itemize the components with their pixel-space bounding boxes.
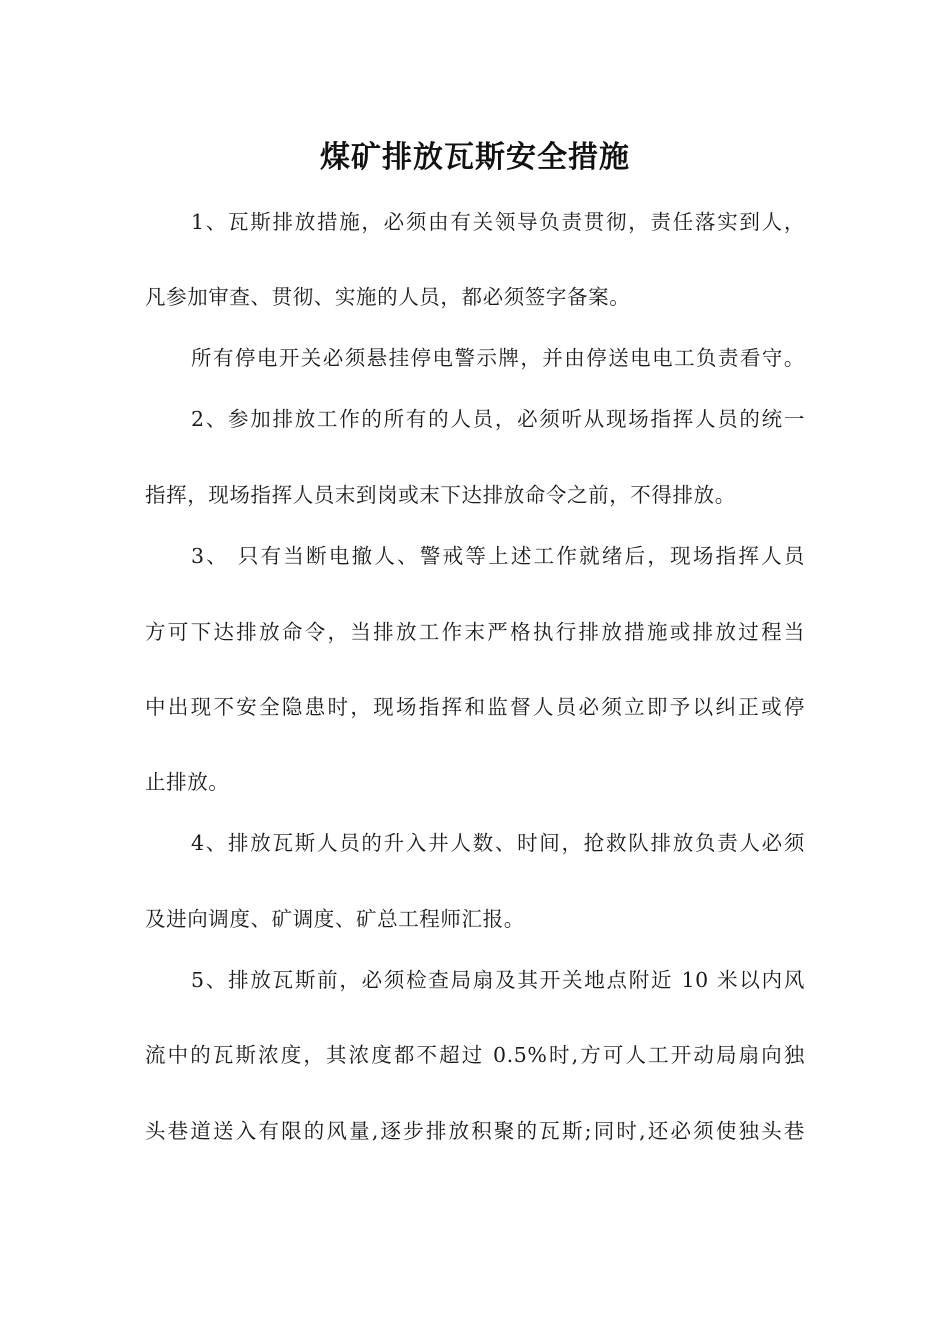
- paragraph-line: 所有停电开关必须悬挂停电警示牌，并由停送电电工负责看守。: [191, 346, 805, 370]
- paragraph-line: 方可下达排放命令，当排放工作末严格执行排放措施或排放过程当: [145, 620, 805, 644]
- paragraph-line: 指挥，现场指挥人员末到岗或末下达排放命令之前，不得排放。: [145, 483, 736, 507]
- paragraph-line: 及进向调度、矿调度、矿总工程师汇报。: [145, 907, 525, 931]
- paragraph-line: 止排放。: [145, 770, 230, 794]
- paragraph-line: 4、排放瓦斯人员的升入井人数、时间，抢救队排放负责人必须: [191, 831, 805, 855]
- paragraph-line: 头巷道送入有限的风量,逐步排放积聚的瓦斯;同时,还必须使独头巷: [145, 1119, 805, 1143]
- paragraph-line: 2、参加排放工作的所有的人员，必须听从现场指挥人员的统一: [191, 407, 805, 431]
- paragraph-line: 3、 只有当断电撤人、警戒等上述工作就绪后，现场指挥人员: [191, 544, 805, 568]
- paragraph-line: 流中的瓦斯浓度，其浓度都不超过 0.5%时,方可人工开动局扇向独: [145, 1043, 805, 1067]
- paragraph-line: 中出现不安全隐患时，现场指挥和监督人员必须立即予以纠正或停: [145, 695, 805, 719]
- paragraph-line: 5、排放瓦斯前，必须检查局扇及其开关地点附近 10 米以内风: [191, 968, 805, 992]
- document-title: 煤矿排放瓦斯安全措施: [320, 140, 630, 175]
- paragraph-line: 1、瓦斯排放措施，必须由有关领导负责贯彻，责任落实到人，: [191, 210, 805, 234]
- paragraph-line: 凡参加审查、贯彻、实施的人员，都必须签字备案。: [145, 285, 631, 309]
